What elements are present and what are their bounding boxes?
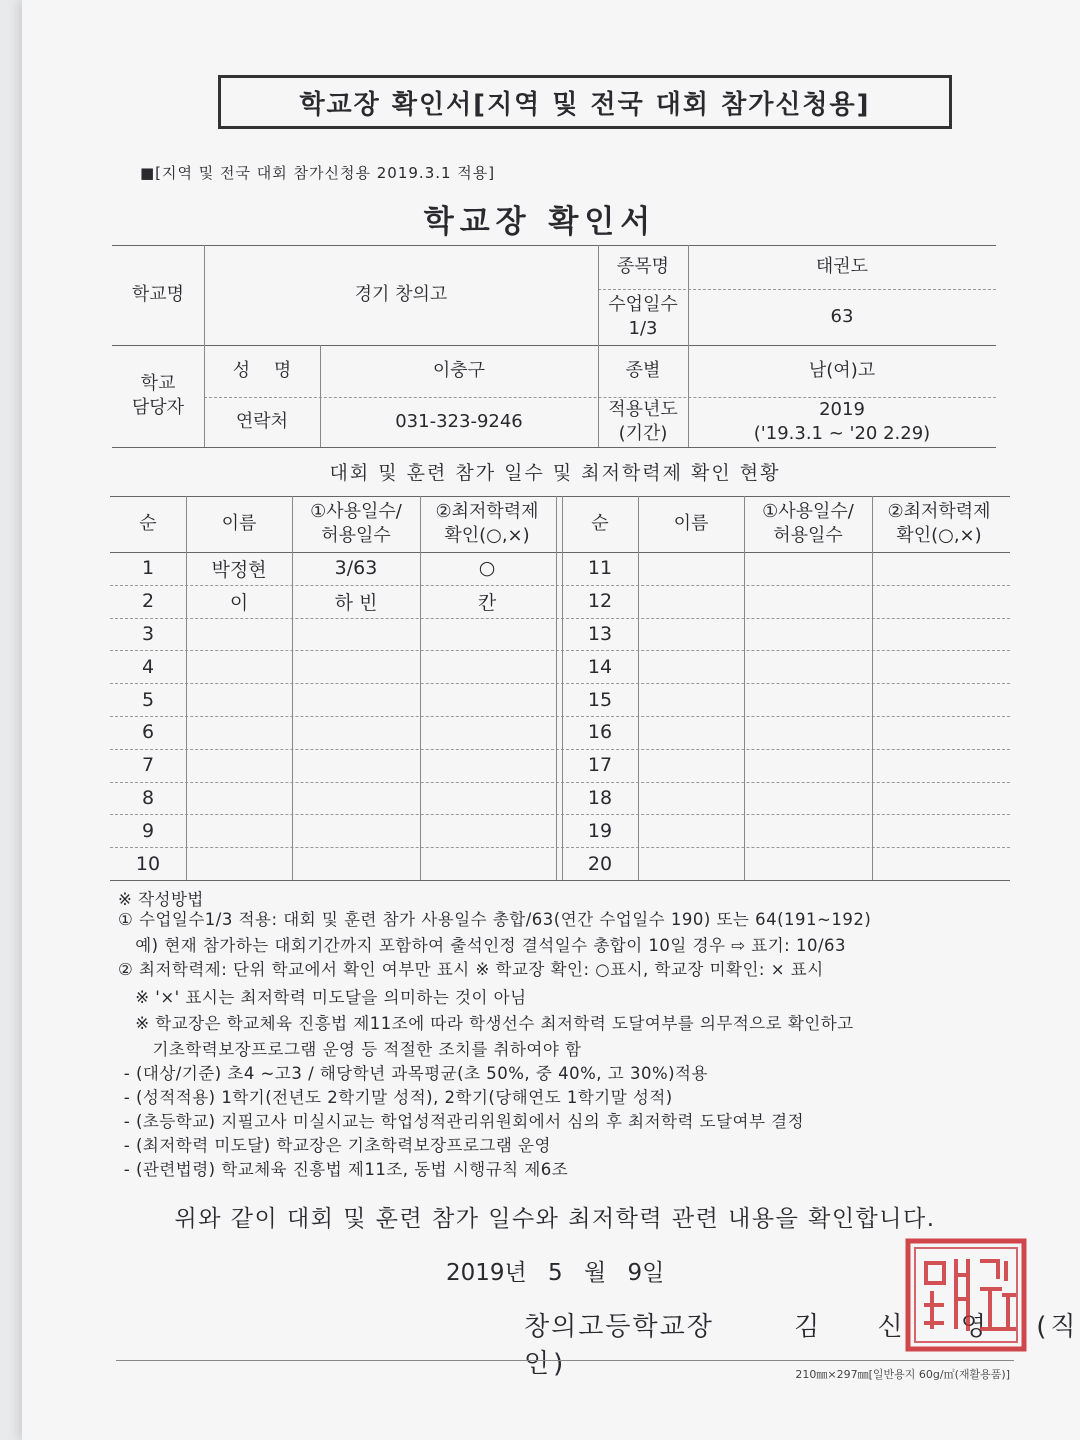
event-value: 태권도: [815, 255, 869, 277]
achievement-check: [872, 683, 1006, 716]
student-name: [638, 552, 744, 585]
days-used: [292, 618, 420, 651]
year-value: 2019 ('19.3.1 ~ '20 2.29): [753, 398, 931, 444]
days-used: [292, 847, 420, 880]
days-used: [292, 814, 420, 847]
days-used: [292, 782, 420, 815]
school-value: 경기 창의고: [354, 283, 448, 305]
student-name: [638, 847, 744, 880]
achievement-check: ○: [478, 557, 496, 580]
instruction-line: - (최저학력 미도달) 학교장은 기초학력보장프로그램 운영: [118, 1136, 551, 1155]
achievement-check: [872, 618, 1006, 651]
instruction-line: - (초등학교) 지필고사 미실시교는 학업성적관리위원회에서 심의 후 최저학력 도달여부 결정: [118, 1112, 805, 1131]
contact-value: 031-323-9246: [395, 410, 523, 432]
instruction-line: ※ '×' 표시는 최저학력 미도달을 의미하는 것이 아님: [118, 988, 527, 1007]
days-label: 수업일수 1/3: [608, 293, 678, 339]
days-used: 3/63: [334, 557, 378, 580]
achievement-check: [420, 749, 554, 782]
row-number: 1: [141, 557, 155, 580]
footer-divider: [116, 1360, 1014, 1361]
official-seal-icon: [902, 1235, 1030, 1355]
instruction-line: - (대상/기준) 초4 ~고3 / 해당학년 과목평균(초 50%, 중 40%, 고 30%)적용: [118, 1064, 708, 1083]
paper-spec: 210㎜×297㎜[일반용지 60g/㎡(재활용품)]: [795, 1368, 1010, 1381]
row-number: 11: [587, 557, 613, 580]
student-name: 박정현: [211, 558, 267, 581]
row-number: 17: [587, 754, 613, 777]
instruction-line: 기초학력보장프로그램 운영 등 적절한 조치를 취하여야 함: [118, 1040, 582, 1059]
days-used: 하 빈: [334, 591, 378, 614]
table-header: 순: [591, 512, 609, 534]
student-name: [186, 847, 292, 880]
days-used: [292, 683, 420, 716]
achievement-check: [420, 618, 554, 651]
table-header: 순: [139, 512, 157, 534]
student-name: [186, 814, 292, 847]
days-used: [744, 782, 872, 815]
days-used: [744, 749, 872, 782]
row-number: 10: [135, 852, 161, 875]
header-title-box: 학교장 확인서[지역 및 전국 대회 참가신청용]: [218, 75, 952, 129]
days-value: 63: [830, 305, 854, 327]
instruction-line: - (성적적용) 1학기(전년도 2학기말 성적), 2학기(당해연도 1학기말 성적): [118, 1088, 673, 1107]
student-name: [638, 618, 744, 651]
achievement-check: [420, 814, 554, 847]
days-used: [292, 650, 420, 683]
student-name: [638, 814, 744, 847]
days-used: [744, 650, 872, 683]
document-page: [22, 0, 1080, 1440]
sub-note: ■[지역 및 전국 대회 참가신청용 2019.3.1 적용]: [140, 164, 496, 182]
instruction-line: ② 최저학력제: 단위 학교에서 확인 여부만 표시 ※ 학교장 확인: ○표시, 학교장 미확인: × 표시: [118, 960, 824, 979]
table-header: 이름: [221, 512, 257, 534]
issue-date: 2019년 5 월 9일: [446, 1260, 665, 1286]
achievement-check: [872, 847, 1006, 880]
instruction-line: ※ 학교장은 학교체육 진흥법 제11조에 따라 학생선수 최저학력 도달여부를 의무적으로 확인하고: [118, 1014, 854, 1033]
instruction-line: ① 수업일수1/3 적용: 대회 및 훈련 참가 사용일수 총합/63(연간 수업일수 190) 또는 64(191~192): [118, 910, 872, 929]
section-title: 대회 및 훈련 참가 일수 및 최저학력제 확인 현황: [329, 462, 781, 484]
table-header: 이름: [673, 512, 709, 534]
row-number: 5: [141, 688, 155, 711]
achievement-check: [420, 716, 554, 749]
table-header: ②최저학력제 확인(○,×): [887, 500, 991, 546]
principal-name: 김 신 영: [794, 1312, 996, 1342]
confirm-statement: 위와 같이 대회 및 훈련 참가 일수와 최저학력 관련 내용을 확인합니다.: [174, 1206, 936, 1232]
row-number: 3: [141, 622, 155, 645]
days-used: [744, 814, 872, 847]
year-label: 적용년도 (기간): [608, 398, 678, 444]
student-name: [186, 749, 292, 782]
student-name: 이: [229, 591, 249, 614]
student-name: [638, 650, 744, 683]
days-used: [292, 749, 420, 782]
achievement-check: [872, 749, 1006, 782]
student-name: [186, 782, 292, 815]
student-name: [638, 782, 744, 815]
row-number: 19: [587, 819, 613, 842]
days-used: [292, 716, 420, 749]
row-number: 14: [587, 655, 613, 678]
student-name: [638, 585, 744, 618]
type-value: 남(여)고: [808, 359, 876, 381]
achievement-check: [872, 716, 1006, 749]
info-table: [112, 245, 996, 447]
row-number: 7: [141, 754, 155, 777]
days-used: [744, 847, 872, 880]
student-name: [638, 749, 744, 782]
achievement-check: [872, 782, 1006, 815]
row-number: 18: [587, 786, 613, 809]
type-label: 종별: [625, 359, 661, 381]
participation-table: [110, 496, 1010, 880]
row-number: 4: [141, 655, 155, 678]
school-label: 학교명: [131, 283, 185, 305]
student-name: [186, 683, 292, 716]
contact-label: 연락처: [235, 410, 289, 432]
row-number: 15: [587, 688, 613, 711]
achievement-check: [420, 650, 554, 683]
achievement-check: [872, 585, 1006, 618]
row-number: 2: [141, 590, 155, 613]
student-name: [186, 650, 292, 683]
achievement-check: 칸: [477, 591, 497, 614]
row-number: 8: [141, 786, 155, 809]
instruction-line: - (관련법령) 학교체육 진흥법 제11조, 동법 시행규칙 제6조: [118, 1160, 569, 1179]
achievement-check: [420, 683, 554, 716]
row-number: 12: [587, 590, 613, 613]
student-name: [638, 683, 744, 716]
achievement-check: [420, 847, 554, 880]
days-used: [744, 585, 872, 618]
row-number: 20: [587, 852, 613, 875]
name-label: 성 명: [232, 359, 292, 381]
row-number: 6: [141, 721, 155, 744]
table-header: ①사용일수/ 허용일수: [310, 500, 402, 546]
row-number: 13: [587, 622, 613, 645]
row-number: 16: [587, 721, 613, 744]
student-name: [186, 618, 292, 651]
seal-note: (직인): [524, 1312, 1080, 1379]
school-principal-title: 창의고등학교장: [524, 1312, 714, 1342]
days-used: [744, 552, 872, 585]
manager-label: 학교 담당자: [131, 372, 185, 418]
days-used: [744, 716, 872, 749]
instruction-line: 예) 현재 참가하는 대회기간까지 포함하여 출석인정 결석일수 총합이 10일 경우 ⇨ 표기: 10/63: [118, 936, 847, 955]
instruction-line: ※ 작성방법: [118, 890, 204, 909]
days-used: [744, 618, 872, 651]
student-name: [186, 716, 292, 749]
table-header: ①사용일수/ 허용일수: [762, 500, 854, 546]
achievement-check: [872, 650, 1006, 683]
achievement-check: [420, 782, 554, 815]
row-number: 9: [141, 819, 155, 842]
student-name: [638, 716, 744, 749]
achievement-check: [872, 814, 1006, 847]
table-header: ②최저학력제 확인(○,×): [435, 500, 539, 546]
event-label: 종목명: [616, 255, 670, 277]
days-used: [744, 683, 872, 716]
page-title: 학교장 확인서: [423, 204, 657, 240]
name-value: 이충구: [432, 359, 486, 381]
achievement-check: [872, 552, 1006, 585]
